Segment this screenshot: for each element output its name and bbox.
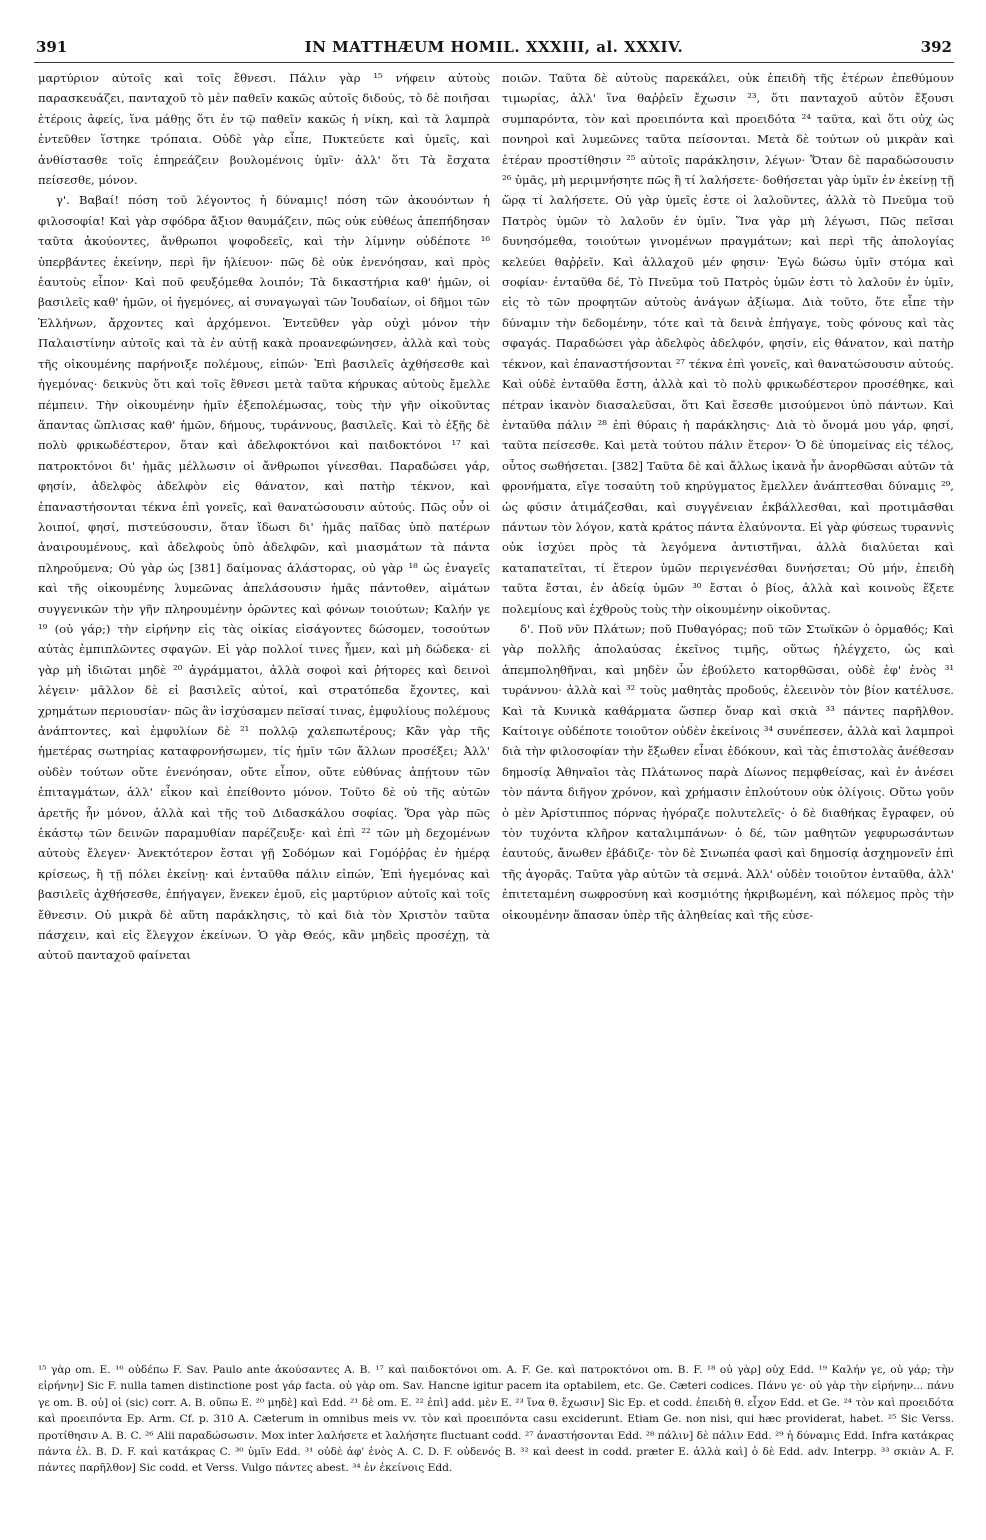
paragraph: δ'. Ποῦ νῦν Πλάτων; ποῦ Πυθαγόρας; ποῦ τῶν Στωϊκῶν ὁ ὁρμαθός; Καὶ γὰρ πολλῆς ἀπολαύσας ἐκεῖνος τιμῆς, οὕτως ἠλέγχετο, ὡς καὶ ἀπεμποληθῆναι, καὶ μηδὲν ὧν ἐβούλετο κατορθῶσαι, οὐδὲ ἐφ' ἑνὸς ³¹ τυράννου· ἀλλὰ καὶ ³² τοὺς μαθητὰς προδούς, ἐλεεινὸν τὸν βίον κατέλυσε. Καὶ τὰ Κυνικὰ καθάρματα ὥσπερ ὄναρ καὶ σκιὰ ³³ πάντες παρῆλθον. Καίτοιγε οὐδέποτε τοιοῦτον οὐδὲν ἐκείνοις ³⁴ συνέπεσεν, ἀλλὰ καὶ λαμπροὶ διὰ τὴν φιλοσοφίαν τὴν ἔξωθεν εἶναι ἐδόκουν, καὶ τὰς ἐπιστολὰς ἀνέθεσαν δημοσίᾳ Ἀθηναῖοι τὰς Πλάτωνος παρὰ Δίωνος πεμφθείσας, καὶ ἐν ἀνέσει τὸν πάντα διῆγον χρόνον, καὶ χρήμασιν ἐπλούτουν οὐκ ὀλίγοις. Οὕτω γοῦν ὁ μὲν Ἀρίστιππος πόρνας ἠγόραζε πολυτελεῖς· ὁ δὲ διαθήκας ἔγραφεν, οὐ τὸν τυχόντα κλῆρον καταλιμπάνων· ὁ δέ, τῶν μαθητῶν γεφυρωσάντων ἑαυτούς, ἄνωθεν ἐβάδιζε· τὸν δὲ Σινωπέα φασὶ καὶ δημοσίᾳ ἀσχημονεῖν ἐπὶ τῆς ἀγορᾶς. Ταῦτα γὰρ αὐτῶν τὰ σεμνά. Ἀλλ' οὐδὲν τοιοῦτον ἐνταῦθα, ἀλλ' ἐπιτεταμένη σωφροσύνη καὶ κοσμιότης ἠκριβωμένη, καὶ πόλεμος πρὸς τὴν οἰκουμένην ἅπασαν ὑπὲρ τῆς ἀληθείας καὶ τῆς εὐσε- [502,621,954,922]
running-header [34,36,954,62]
footnotes [38,1362,954,1526]
page [34,36,954,1526]
paragraph: ποιῶν. Ταῦτα δὲ αὐτοὺς παρεκάλει, οὐκ ἐπειδὴ τῆς ἑτέρων ἐπεθύμουν τιμωρίας, ἀλλ' ἵνα θαῤῥεῖν ἔχωσιν ²³, ὅτι πανταχοῦ αὐτὸν ἔξουσι συμπαρόντα, τὸν καὶ προειπόντα καὶ προειδότα ²⁴ ταῦτα, καὶ ὅτι οὐχ ὡς πονηροὶ καὶ λυμεῶνες ταῦτα πείσονται. Μετὰ δὲ τούτων οὐ μικρὰν καὶ ἑτέραν προστίθησιν ²⁵ αὐτοῖς παράκλησιν, λέγων· Ὅταν δὲ παραδώσουσιν ²⁶ ὑμᾶς, μὴ μεριμνήσητε πῶς ἢ τί λαλήσετε· δοθήσεται γὰρ ὑμῖν ἐν ἐκείνῃ τῇ ὥρᾳ τί λαλήσετε. Οὐ γὰρ ὑμεῖς ἐστε οἱ λαλοῦντες, ἀλλὰ τὸ Πνεῦμα τοῦ Πατρὸς ὑμῶν τὸ λαλοῦν ἐν ὑμῖν. Ἵνα γὰρ μὴ λέγωσι, Πῶς πεῖσαι δυνησόμεθα, τοιούτων γινομένων πραγμάτων; καὶ περὶ τῆς ἀπολογίας κελεύει θαῤῥεῖν. Καὶ ἀλλαχοῦ μέν φησιν· Ἐγὼ δώσω ὑμῖν στόμα καὶ σοφίαν· ἐνταῦθα δέ, Τὸ Πνεῦμα τοῦ Πατρὸς ὑμῶν ἐστι τὸ λαλοῦν ἐν ὑμῖν, εἰς τὸ τῶν προφητῶν αὐτοὺς ἀνάγων ἀξίωμα. Διὰ τοῦτο, ὅτε εἶπε τὴν δύναμιν τὴν δεδομένην, τότε καὶ τὰ δεινὰ ἐπήγαγε, τοὺς φόνους καὶ τὰς σφαγάς. Παραδώσει γὰρ ἀδελφὸς ἀδελφόν, φησίν, εἰς θάνατον, καὶ πατὴρ τέκνον, καὶ ἐπαναστήσονται ²⁷ τέκνα ἐπὶ γονεῖς, καὶ θανατώσουσιν αὐτούς. Καὶ οὐδὲ ἐνταῦθα ἔστη, ἀλλὰ καὶ τὸ πολὺ φρικωδέστερον προσέθηκε, καὶ πέτραν ἱκανὸν διασαλεῦσαι, ὅτι Καὶ ἔσεσθε μισούμενοι ὑπὸ πάντων. Καὶ ἐνταῦθα πάλιν ²⁸ ἐπὶ θύραις ἡ παράκλησις· Διὰ τὸ ὄνομά μου γάρ, φησί, ταῦτα πείσεσθε. Καὶ μετὰ τούτου πάλιν ἕτερον· Ὁ δὲ ὑπομείνας εἰς τέλος, οὗτος σωθήσεται. [382] Ταῦτα δὲ καὶ ἄλλως ἱκανὰ ἦν ἀνορθῶσαι αὐτῶν τὰ φρονήματα, εἴγε τοσαύτη τοῦ κηρύγματος ἔμελλεν ἀνάπτεσθαι δύναμις ²⁹, ὡς φύσιν ἀτιμάζεσθαι, καὶ συγγένειαν ἐκβάλλεσθαι, καὶ προτιμᾶσθαι πάντων τὸν λόγον, κατὰ κράτος πάντα ἐλαύνοντα. Εἰ γὰρ φύσεως τυραννὶς οὐκ ἰσχύει πρὸς τὰ λεγόμενα ἀντιστῆναι, ἀλλὰ διαλύεται καὶ καταπατεῖται, τί ἕτερον ὑμῶν περιγενέσθαι δυνήσεται; Οὐ μήν, ἐπειδὴ ταῦτα ἔσται, ἐν ἀδείᾳ ὑμῶν ³⁰ ἔσται ὁ βίος, ἀλλὰ καὶ κοινοὺς ἕξετε πολεμίους καὶ ἐχθροὺς τοὺς τὴν οἰκουμένην οἰκοῦντας. [502,71,954,616]
left-column [38,68,490,1330]
page-number-right: 392 [920,38,952,56]
paragraph: γ'. Βαβαί! πόση τοῦ λέγοντος ἡ δύναμις! πόση τῶν ἀκουόντων ἡ φιλοσοφία! Καὶ γὰρ σφόδρα ἄξιον θαυμάζειν, πῶς οὐκ εὐθέως ἀπεπήδησαν ταῦτα ἀκούοντες, ἄνθρωποι ψοφοδεεῖς, καὶ τὴν λίμνην οὐδέποτε ¹⁶ ὑπερβάντες ἐκείνην, περὶ ἣν ἡλίευον· πῶς δὲ οὐκ ἐνενόησαν, καὶ πρὸς ἑαυτοὺς εἶπον· Καὶ ποῦ φευξόμεθα λοιπόν; Τὰ δικαστήρια καθ' ἡμῶν, οἱ βασιλεῖς καθ' ἡμῶν, οἱ ἡγεμόνες, αἱ συναγωγαὶ τῶν Ἰουδαίων, οἱ δῆμοι τῶν Ἑλλήνων, ἄρχοντες καὶ ἀρχόμενοι. Ἐντεῦθεν γὰρ οὐχὶ μόνον τὴν Παλαιστίνην αὐτοῖς καὶ τὰ ἐν αὐτῇ κακὰ προανεφώνησεν, ἀλλὰ καὶ τοὺς τῆς οἰκουμένης παρήνοιξε πολέμους, εἰπών· Ἐπὶ βασιλεῖς ἀχθήσεσθε καὶ ἡγεμόνας· δεικνὺς ὅτι καὶ τοῖς ἔθνεσι μετὰ ταῦτα κήρυκας αὐτοὺς ἔμελλε πέμπειν. Τὴν οἰκουμένην ἡμῖν ἐξεπολέμωσας, τοὺς τὴν γῆν οἰκοῦντας ἅπαντας ὥπλισας καθ' ἡμῶν, δήμους, τυράννους, βασιλεῖς. Καὶ τὸ ἑξῆς δὲ πολὺ φρικωδέστερον, ὅταν καὶ ἀδελφοκτόνοι καὶ παιδοκτόνοι ¹⁷ καὶ πατροκτόνοι δι' ἡμᾶς μέλλωσιν οἱ ἄνθρωποι γίνεσθαι. Παραδώσει γάρ, φησίν, ἀδελφὸς ἀδελφὸν εἰς θάνατον, καὶ πατὴρ τέκνον, καὶ ἐπαναστήσονται τέκνα ἐπὶ γονεῖς, καὶ θανατώσουσιν αὐτούς. Πῶς οὖν οἱ λοιποί, φησί, πιστεύσουσιν, ὅταν ἴδωσι δι' ἡμᾶς παῖδας ὑπὸ πατέρων ἀναιρουμένους, καὶ ἀδελφοὺς ὑπὸ ἀδελφῶν, καὶ μιασμάτων τὰ πάντα πληρούμενα; Οὐ γὰρ ὡς [381] δαίμονας ἀλάστορας, οὐ γὰρ ¹⁸ ὡς ἐναγεῖς καὶ τῆς οἰκουμένης λυμεῶνας ἀπελάσουσιν ἡμᾶς πάντοθεν, αἱμάτων συγγενικῶν τὴν γῆν πληρουμένην ὁρῶντες καὶ φόνων τοιούτων; Καλήν γε ¹⁹ (οὐ γάρ;) τὴν εἰρήνην εἰς τὰς οἰκίας εἰσάγοντες δώσομεν, τοσούτων αὐτὰς ἐμπιπλῶντες σφαγῶν. Εἰ γὰρ πολλοί τινες ἦμεν, καὶ μὴ δώδεκα· εἰ γὰρ μὴ ἰδιῶται μηδὲ ²⁰ ἀγράμματοι, ἀλλὰ σοφοὶ καὶ ῥήτορες καὶ δεινοὶ λέγειν· μᾶλλον δὲ εἰ βασιλεῖς αὐτοί, καὶ στρατόπεδα ἔχοντες, καὶ χρημάτων περιουσίαν· πῶς ἂν ἰσχύσαμεν πεῖσαί τινας, ἐμφυλίους πολέμους ἀνάπτοντες, καὶ ἐμφυλίων δὲ ²¹ πολλῷ χαλεπωτέρους; Κἂν γὰρ τῆς ἡμετέρας σωτηρίας καταφρονήσωμεν, τίς ἡμῖν τῶν ἄλλων προσέξει; Ἀλλ' οὐδὲν τούτων οὔτε ἐνενόησαν, οὔτε εἶπον, οὔτε εὐθύνας ἀπῄτουν τῶν ἐπιταγμάτων, ἀλλ' εἶκον καὶ ἐπείθοντο μόνον. Τοῦτο δὲ οὐ τῆς αὐτῶν ἀρετῆς ἦν μόνον, ἀλλὰ καὶ τῆς τοῦ Διδασκάλου σοφίας. Ὅρα γὰρ πῶς ἑκάστῳ τῶν δεινῶν παραμυθίαν παρέζευξε· καὶ ἐπὶ ²² τῶν μὴ δεχομένων αὐτοὺς ἔλεγεν· Ἀνεκτότερον ἔσται γῇ Σοδόμων καὶ Γομόῤῥας ἐν ἡμέρᾳ κρίσεως, ἢ τῇ πόλει ἐκείνῃ· καὶ ἐνταῦθα πάλιν εἰπών, Ἐπὶ ἡγεμόνας καὶ βασιλεῖς ἀχθήσεσθε, ἐπήγαγεν, ἕνεκεν ἐμοῦ, εἰς μαρτύριον αὐτοῖς καὶ τοῖς ἔθνεσιν. Οὐ μικρὰ δὲ αὕτη παράκλησις, τὸ καὶ διὰ τὸν Χριστὸν ταῦτα πάσχειν, καὶ εἰς ἔλεγχον ἐκείνων. Ὁ γὰρ Θεός, κἂν μηδεὶς προσέχῃ, τὰ αὐτοῦ πανταχοῦ φαίνεται [38,193,490,963]
footnote-text: ¹⁵ γὰρ om. E. ¹⁶ οὐδέπω F. Sav. Paulo ante ἀκούσαντες A. B. ¹⁷ καὶ παιδοκτόνοι om. A. F. Ge. καὶ πατροκτόνοι om. B. F. ¹⁸ οὐ γὰρ] οὐχ Edd. ¹⁹ Καλήν γε, οὐ γάρ; τὴν εἰρήνην] Sic F. nulla tamen distinctione post γάρ facta. οὐ γὰρ om. Sav. Hancne igitur pacem ita optabilem, etc. Ge. Cæteri codices. Πάνυ γε· οὐ γὰρ τὴν εἰρήνην... πάνυ γε om. B. οὐ] οἱ (sic) corr. A. B. οὔπω E. ²⁰ μηδὲ] καὶ Edd. ²¹ δὲ om. E. ²² ἐπὶ] add. μὲν E. ²³ ἵνα θ. ἔχωσιν] Sic Ep. et codd. ἐπειδὴ θ. εἶχον Edd. et Ge. ²⁴ τὸν καὶ προειδότα καὶ προειπόντα Ep. Arm. Cf. p. 310 A. Cæterum in omnibus meis vv. τὸν καὶ προειπόντα casu exciderunt. Etiam Ge. non nisi, qui hæc providerat, habet. ²⁵ Sic Verss. προτίθησιν A. B. C. ²⁶ Alii παραδώσωσιν. Mox inter λαλήσετε et λαλήσητε fluctuant codd. ²⁷ ἀναστήσονται Edd. ²⁸ πάλιν] δὲ πάλιν Edd. ²⁹ ἡ δύναμις Edd. Infra κατάκρας πάντα ἐλ. B. D. F. καὶ κατάκρας C. ³⁰ ὑμῖν Edd. ³¹ οὐδὲ ἀφ' ἑνὸς A. C. D. F. οὐδενός B. ³² καὶ deest in codd. præter E. ἀλλὰ καὶ] ὁ δὲ Edd. adv. Interpp. ³³ σκιὰν A. F. πάντες παρῆλθον] Sic codd. et Verss. Vulgo πάντες abest. ³⁴ ἐν ἐκείνοις Edd. [38,1364,954,1475]
paragraph: μαρτύριον αὐτοῖς καὶ τοῖς ἔθνεσι. Πάλιν γὰρ ¹⁵ νήφειν αὐτοὺς παρασκευάζει, πανταχοῦ τὸ μὲν παθεῖν κακῶς αὐτοῖς διδούς, τὸ δὲ ποιῆσαι ἑτέροις ἀφείς, ἵνα μάθῃς ὅτι ἐν τῷ παθεῖν κακῶς ἡ νίκη, καὶ τὰ λαμπρὰ ἐντεῦθεν ἵστηκε τρόπαια. Οὐδὲ γὰρ εἶπε, Πυκτεύετε καὶ ὑμεῖς, καὶ ἀνθίστασθε τοῖς ἐπηρεάζειν βουλομένοις ὑμῖν· ἀλλ' ὅτι Τὰ ἔσχατα πείσεσθε, μόνον. [38,71,490,188]
running-title: IN MATTHÆUM HOMIL. XXXIII, al. XXXIV. [304,38,684,56]
page-number-left: 391 [36,38,68,56]
right-column [502,68,954,1330]
header-rule [34,62,954,63]
